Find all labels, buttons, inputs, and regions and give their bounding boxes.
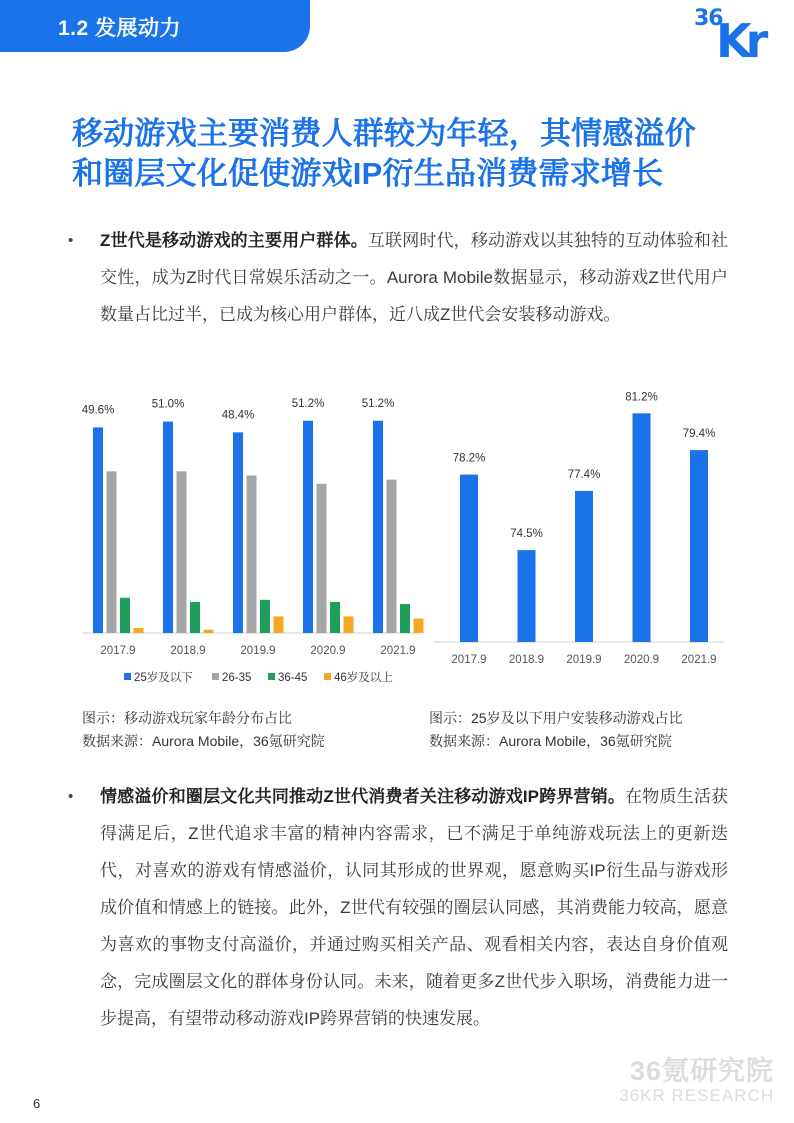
bar-46岁及以上-2017.9 bbox=[134, 628, 144, 633]
data-label: 78.2% bbox=[452, 452, 486, 465]
legend-swatch bbox=[212, 673, 219, 680]
bar-2019.9 bbox=[575, 491, 593, 642]
bar-36-45-2018.9 bbox=[190, 602, 200, 633]
page-number: 6 bbox=[33, 1096, 41, 1111]
x-tick-label: 2018.9 bbox=[170, 645, 206, 657]
age-distribution-chart bbox=[82, 398, 424, 684]
right-chart-caption bbox=[429, 707, 683, 753]
legend-label: 25岁及以下 bbox=[134, 672, 193, 684]
bar-26-35-2019.9 bbox=[247, 475, 257, 633]
install-share-chart bbox=[434, 391, 724, 666]
bar-2021.9 bbox=[690, 450, 708, 642]
bullet-paragraph-2 bbox=[68, 778, 729, 1037]
legend-label: 46岁及以上 bbox=[334, 672, 393, 684]
bar-46岁及以上-2019.9 bbox=[274, 616, 284, 633]
bar-25岁及以下-2017.9 bbox=[93, 427, 103, 633]
legend-label: 26-35 bbox=[222, 672, 252, 684]
bar-26-35-2021.9 bbox=[387, 480, 397, 633]
x-tick-label: 2021.9 bbox=[681, 654, 717, 666]
headline-line-2: 和圈层文化促使游戏IP衍生品消费需求增长 bbox=[72, 156, 664, 191]
section-label: 1.2 发展动力 bbox=[58, 17, 182, 40]
x-tick-label: 2020.9 bbox=[310, 645, 346, 657]
bullet-text: 互联网时代，移动游戏以其独特的互动体验和社交性，成为Z时代日常娱乐活动之一。Aurora Mobile数据显示，移动游戏Z世代用户数量占比过半，已成为核心用户群体，近八成Z世代会安装移动游戏。 bbox=[100, 231, 729, 324]
legend-swatch bbox=[268, 673, 275, 680]
left-chart-title: 图示：移动游戏玩家年龄分布占比 bbox=[82, 710, 292, 726]
watermark-title: 36氪研究院 bbox=[629, 1056, 774, 1086]
bar-26-35-2018.9 bbox=[177, 471, 187, 633]
watermark bbox=[619, 1056, 774, 1106]
data-label: 51.0% bbox=[151, 398, 185, 411]
data-label: 49.6% bbox=[81, 404, 115, 417]
bar-25岁及以下-2020.9 bbox=[303, 421, 313, 633]
bar-36-45-2019.9 bbox=[260, 600, 270, 633]
bullet-dot-icon: • bbox=[68, 232, 74, 249]
bar-25岁及以下-2018.9 bbox=[163, 422, 173, 633]
bar-25岁及以下-2019.9 bbox=[233, 432, 243, 633]
x-tick-label: 2017.9 bbox=[451, 654, 487, 666]
bar-2018.9 bbox=[518, 550, 536, 642]
bullet-dot-icon: • bbox=[68, 788, 74, 805]
bar-46岁及以上-2020.9 bbox=[344, 616, 354, 633]
data-label: 74.5% bbox=[510, 528, 543, 541]
bullet-text: 在物质生活获得满足后，Z世代追求丰富的精神内容需求，已不满足于单纯游戏玩法上的更新迭代，对喜欢的游戏有情感溢价，认同其形成的世界观，愿意购买IP衍生品与游戏形成价值和情感上的链接。此外，Z世代有较强的圈层认同感，其消费能力较高，愿意为喜欢的事物支付高溢价，并通过购买相关产品、观看相关内容，表达自身价值观念，完成圈层文化的群体身份认同。未来，随着更多Z世代步入职场，消费能力进一步提高，有望带动移动游戏IP跨界营销的快速发展。 bbox=[100, 787, 729, 1028]
bullet-lead: Z世代是移动游戏的主要用户群体。 bbox=[100, 231, 368, 250]
data-label: 79.4% bbox=[682, 428, 716, 441]
bar-2020.9 bbox=[633, 413, 651, 642]
legend-label: 36-45 bbox=[278, 672, 308, 684]
x-tick-label: 2020.9 bbox=[623, 654, 660, 666]
x-tick-label: 2021.9 bbox=[380, 645, 416, 657]
legend-swatch bbox=[124, 673, 131, 680]
x-tick-label: 2019.9 bbox=[240, 645, 276, 657]
data-label: 51.2% bbox=[291, 397, 325, 410]
x-tick-label: 2019.9 bbox=[566, 654, 602, 666]
data-label: 81.2% bbox=[625, 391, 658, 404]
bar-26-35-2020.9 bbox=[317, 484, 327, 633]
bar-46岁及以上-2021.9 bbox=[414, 618, 424, 633]
watermark-subtitle: 36KR RESEARCH bbox=[619, 1086, 774, 1105]
bullet-lead: 情感溢价和圈层文化共同推动Z世代消费者关注移动游戏IP跨界营销。 bbox=[100, 787, 626, 806]
right-chart-source: 数据来源：Aurora Mobile，36氪研究院 bbox=[429, 733, 672, 749]
data-label: 51.2% bbox=[361, 397, 395, 410]
bar-25岁及以下-2021.9 bbox=[373, 421, 383, 633]
brand-logo: 36 Kr bbox=[694, 6, 763, 68]
bar-36-45-2017.9 bbox=[120, 598, 130, 633]
bar-26-35-2017.9 bbox=[107, 471, 117, 633]
x-tick-label: 2018.9 bbox=[508, 654, 545, 666]
bar-2017.9 bbox=[460, 475, 478, 642]
bar-46岁及以上-2018.9 bbox=[204, 630, 214, 633]
bar-36-45-2021.9 bbox=[400, 604, 410, 633]
bar-36-45-2020.9 bbox=[330, 602, 340, 633]
legend-swatch bbox=[324, 673, 331, 680]
right-chart-title: 图示：25岁及以下用户安装移动游戏占比 bbox=[429, 710, 683, 726]
x-tick-label: 2017.9 bbox=[100, 645, 136, 657]
data-label: 77.4% bbox=[567, 468, 601, 481]
left-chart-caption bbox=[82, 707, 325, 753]
data-label: 48.4% bbox=[221, 409, 255, 422]
left-chart-source: 数据来源：Aurora Mobile，36氪研究院 bbox=[82, 733, 325, 749]
headline-line-1: 移动游戏主要消费人群较为年轻，其情感溢价 bbox=[72, 116, 696, 151]
